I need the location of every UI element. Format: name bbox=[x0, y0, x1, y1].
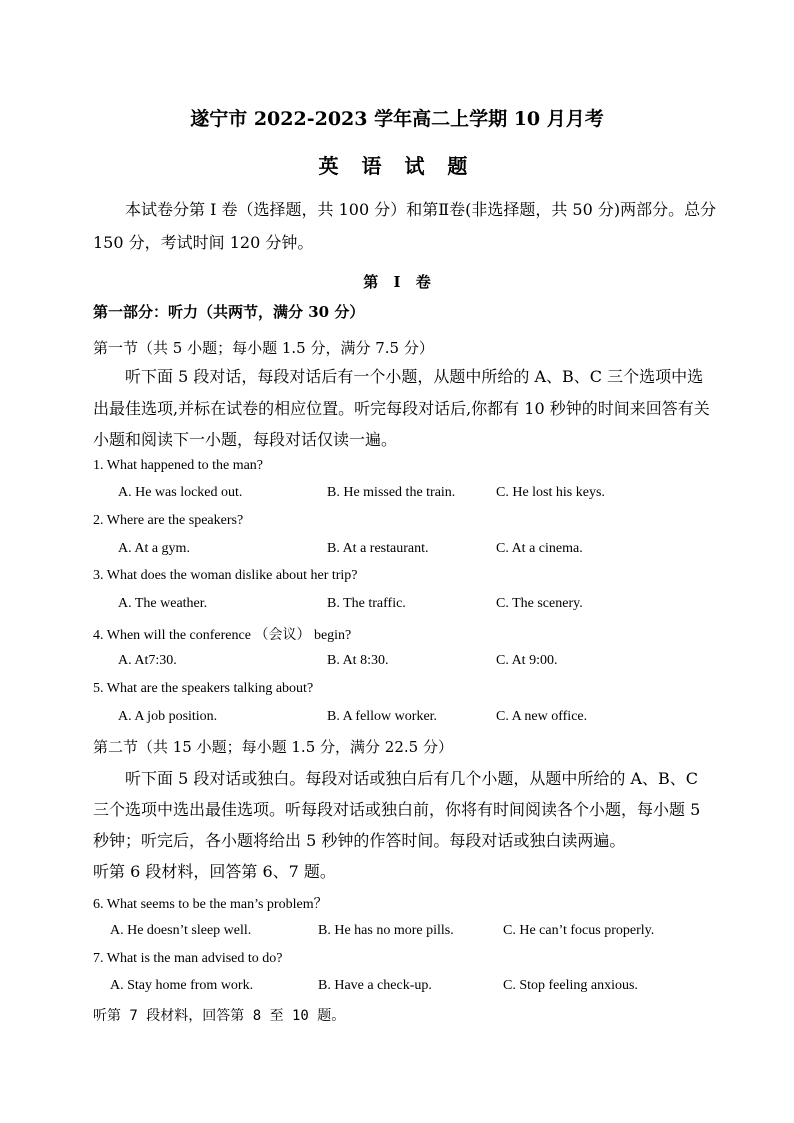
section2-instruction-3: 秒钟；听完后，各小题将给出 5 秒钟的作答时间。每段对话或独白读两遍。 bbox=[93, 831, 626, 850]
q1-option-b: B. He missed the train. bbox=[327, 485, 456, 500]
section1-instruction-3: 小题和阅读下一小题，每段对话仅读一遍。 bbox=[93, 430, 398, 449]
volume-label: 第 I 卷 bbox=[363, 273, 431, 291]
q1-option-a: A. He was locked out. bbox=[118, 485, 243, 500]
material-6-label: 听第 6 段材料，回答第 6、7 题。 bbox=[93, 862, 336, 881]
q2-option-b: B. At a restaurant. bbox=[327, 541, 429, 556]
section2-instruction-1: 听下面 5 段对话或独白。每段对话或独白后有几个小题，从题中所给的 A、B、C bbox=[125, 769, 698, 788]
q5-option-c: C. A new office. bbox=[496, 709, 588, 724]
q6-option-b: B. He has no more pills. bbox=[318, 923, 454, 938]
q3-option-c: C. The scenery. bbox=[496, 596, 583, 611]
q4-option-b: B. At 8:30. bbox=[327, 653, 389, 668]
question-3: 3. What does the woman dislike about her trip? bbox=[93, 568, 358, 583]
q2-option-a: A. At a gym. bbox=[118, 541, 190, 556]
q7-option-b: B. Have a check-up. bbox=[318, 978, 432, 993]
question-2: 2. Where are the speakers? bbox=[93, 513, 244, 528]
intro-line-2: 150 分，考试时间 120 分钟。 bbox=[93, 233, 314, 252]
q1-option-c: C. He lost his keys. bbox=[496, 485, 605, 500]
section1-instruction-1: 听下面 5 段对话，每段对话后有一个小题，从题中所给的 A、B、C 三个选项中选 bbox=[125, 367, 704, 386]
intro-line-1: 本试卷分第 I 卷（选择题，共 100 分）和第Ⅱ卷(非选择题，共 50 分)两部分。总分 bbox=[125, 200, 717, 219]
part1-heading: 第一部分：听力（共两节，满分 30 分） bbox=[93, 303, 365, 321]
material-7-label: 听第 7 段材料，回答第 8 至 10 题。 bbox=[93, 1008, 346, 1024]
q7-option-c: C. Stop feeling anxious. bbox=[503, 978, 638, 993]
section1-heading: 第一节（共 5 小题；每小题 1.5 分，满分 7.5 分） bbox=[93, 339, 434, 357]
q5-option-a: A. A job position. bbox=[118, 709, 218, 724]
question-4: 4. When will the conference （会议） begin? bbox=[93, 628, 352, 643]
q5-option-b: B. A fellow worker. bbox=[327, 709, 438, 724]
section2-instruction-2: 三个选项中选出最佳选项。听每段对话或独白前，你将有时间阅读各个小题，每小题 5 bbox=[93, 800, 701, 819]
q3-option-b: B. The traffic. bbox=[327, 596, 406, 611]
q6-option-c: C. He can’t focus properly. bbox=[503, 923, 655, 938]
exam-subtitle: 英 语 试 题 bbox=[318, 154, 476, 178]
q4-option-c: C. At 9:00. bbox=[496, 653, 558, 668]
exam-title: 遂宁市 2022-2023 学年高二上学期 10 月月考 bbox=[190, 108, 604, 130]
q2-option-c: C. At a cinema. bbox=[496, 541, 583, 556]
q3-option-a: A. The weather. bbox=[118, 596, 208, 611]
section2-heading: 第二节（共 15 小题；每小题 1.5 分，满分 22.5 分） bbox=[93, 738, 453, 756]
q4-option-a: A. At7:30. bbox=[118, 653, 177, 668]
q6-option-a: A. He doesn’t sleep well. bbox=[110, 923, 252, 938]
section1-instruction-2: 出最佳选项,并标在试卷的相应位置。听完每段对话后,你都有 10 秒钟的时间来回答有关 bbox=[93, 399, 710, 418]
question-6: 6. What seems to be the man’s problem？ bbox=[93, 897, 328, 912]
question-7: 7. What is the man advised to do? bbox=[93, 951, 283, 966]
question-1: 1. What happened to the man? bbox=[93, 458, 264, 473]
question-5: 5. What are the speakers talking about? bbox=[93, 681, 314, 696]
q7-option-a: A. Stay home from work. bbox=[110, 978, 254, 993]
